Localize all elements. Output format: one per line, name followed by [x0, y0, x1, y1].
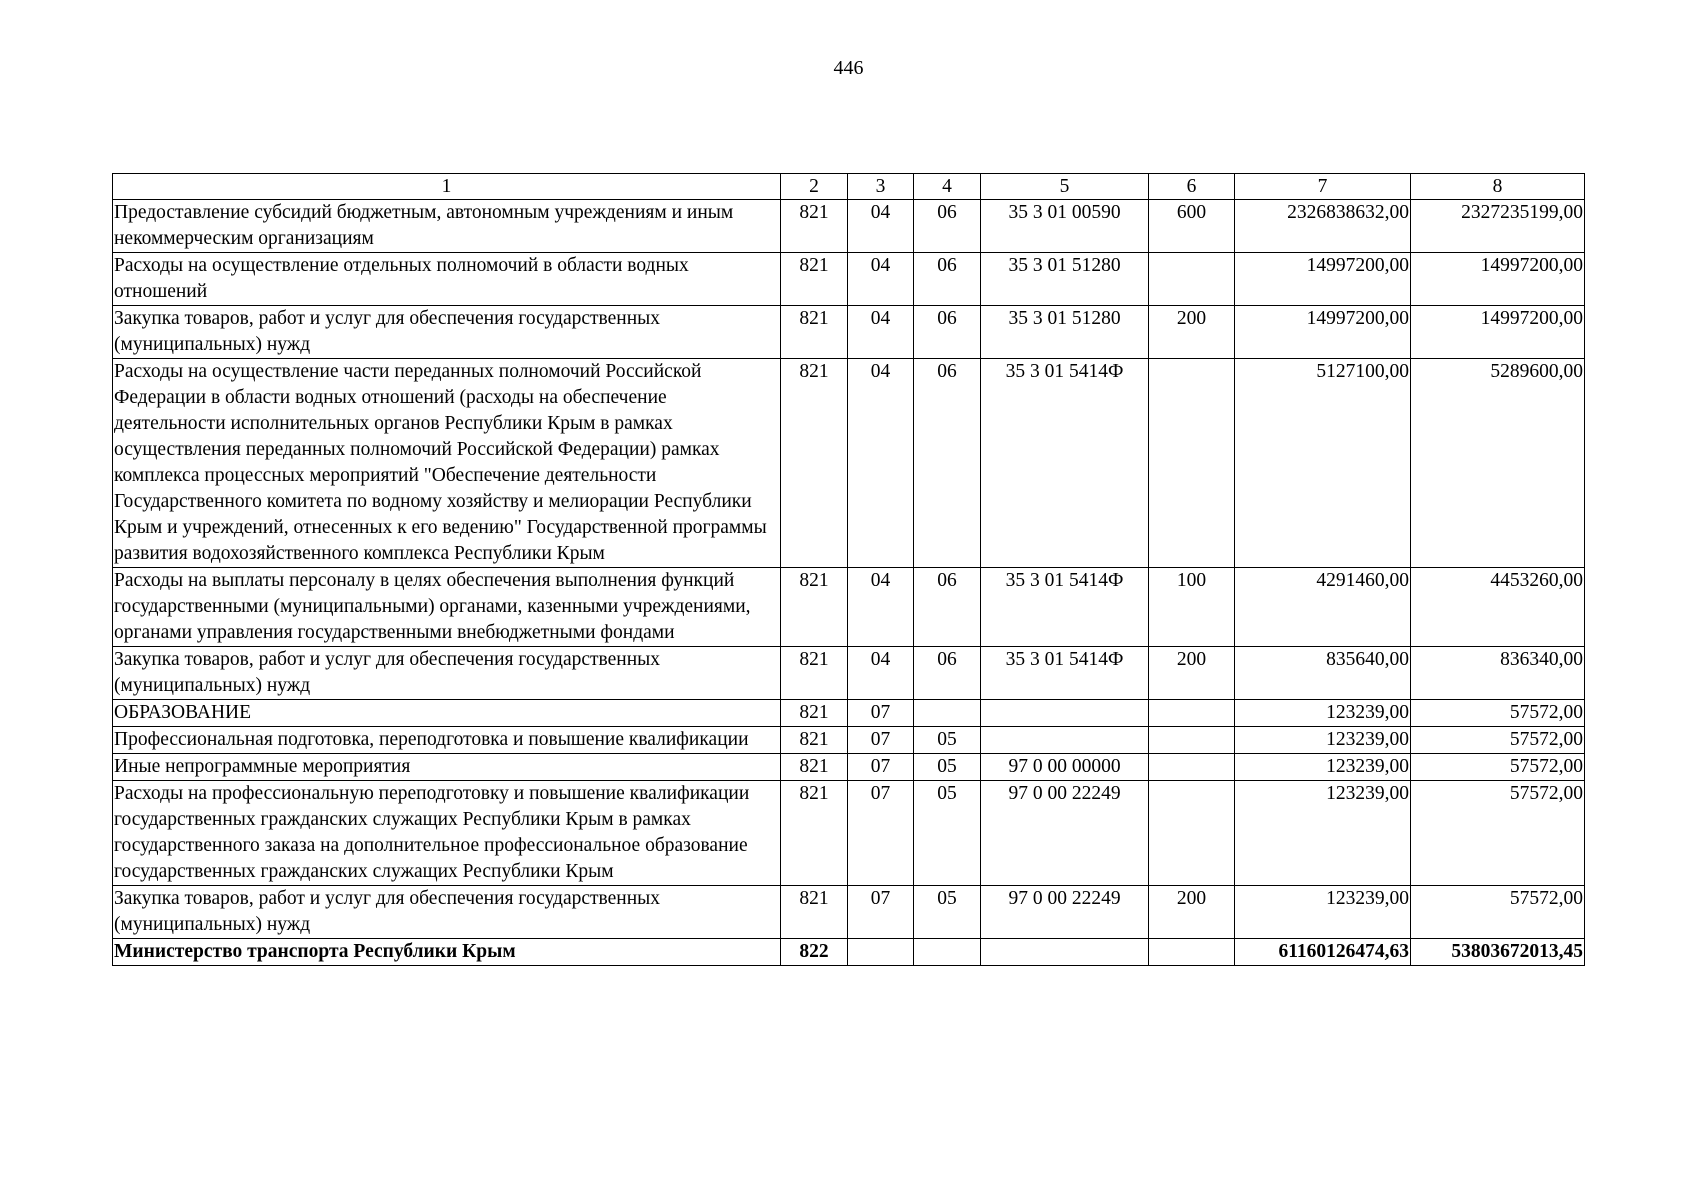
amount-year1-cell: 835640,00 — [1235, 647, 1411, 700]
amount-year2-cell: 5289600,00 — [1411, 359, 1585, 568]
target-article-cell: 35 3 01 5414Ф — [981, 568, 1149, 647]
subsection-code-cell — [914, 700, 981, 727]
expense-type-cell — [1149, 253, 1235, 306]
amount-year1-cell: 123239,00 — [1235, 727, 1411, 754]
subsection-code-cell: 06 — [914, 647, 981, 700]
column-header: 5 — [981, 174, 1149, 200]
amount-year2-cell: 836340,00 — [1411, 647, 1585, 700]
header-row — [113, 174, 1585, 200]
expense-name-cell: Расходы на профессиональную переподготовку и повышение квалификации государственных гражданских служащих Республики Крым в рамках государственного заказа на дополнительное профессиональное образование государственных гражданских служащих Республики Крым — [113, 781, 781, 886]
ministry-code-cell: 821 — [781, 306, 848, 359]
expense-name-cell: Расходы на осуществление части переданных полномочий Российской Федерации в области водных отношений (расходы на обеспечение деятельности исполнительных органов Республики Крым в рамках осуществления переданных полномочий Российской Федерации) рамках комплекса процессных мероприятий "Обеспечение деятельности Государственного комитета по водному хозяйству и мелиорации Республики Крым и учреждений, отнесенных к его ведению" Государственной программы развития водохозяйственного комплекса Республики Крым — [113, 359, 781, 568]
section-code-cell: 04 — [848, 568, 914, 647]
subsection-code-cell: 06 — [914, 359, 981, 568]
table-row — [113, 700, 1585, 727]
subsection-code-cell: 05 — [914, 727, 981, 754]
ministry-code-cell: 821 — [781, 700, 848, 727]
ministry-code-cell: 821 — [781, 754, 848, 781]
expense-name-cell: Расходы на осуществление отдельных полномочий в области водных отношений — [113, 253, 781, 306]
table-row — [113, 306, 1585, 359]
expense-type-cell — [1149, 781, 1235, 886]
budget-table — [112, 173, 1585, 966]
target-article-cell: 35 3 01 51280 — [981, 306, 1149, 359]
target-article-cell: 97 0 00 00000 — [981, 754, 1149, 781]
amount-year1-cell: 123239,00 — [1235, 781, 1411, 886]
expense-type-cell: 200 — [1149, 886, 1235, 939]
ministry-code-cell: 821 — [781, 200, 848, 253]
page-number: 446 — [833, 57, 864, 79]
ministry-code-cell: 821 — [781, 359, 848, 568]
expense-type-cell — [1149, 727, 1235, 754]
target-article-cell — [981, 700, 1149, 727]
column-header: 7 — [1235, 174, 1411, 200]
section-code-cell: 04 — [848, 253, 914, 306]
ministry-code-cell: 821 — [781, 886, 848, 939]
section-code-cell: 07 — [848, 886, 914, 939]
ministry-code-cell: 821 — [781, 781, 848, 886]
subsection-code-cell: 05 — [914, 781, 981, 886]
target-article-cell — [981, 939, 1149, 966]
expense-type-cell — [1149, 939, 1235, 966]
amount-year1-cell: 5127100,00 — [1235, 359, 1411, 568]
amount-year1-cell: 14997200,00 — [1235, 306, 1411, 359]
expense-type-cell: 600 — [1149, 200, 1235, 253]
ministry-code-cell: 821 — [781, 568, 848, 647]
table-row — [113, 754, 1585, 781]
subsection-code-cell: 06 — [914, 568, 981, 647]
section-code-cell: 04 — [848, 306, 914, 359]
subsection-code-cell: 05 — [914, 886, 981, 939]
section-code-cell: 07 — [848, 754, 914, 781]
column-header: 8 — [1411, 174, 1585, 200]
amount-year2-cell: 4453260,00 — [1411, 568, 1585, 647]
expense-type-cell — [1149, 700, 1235, 727]
amount-year1-cell: 123239,00 — [1235, 700, 1411, 727]
amount-year2-cell: 57572,00 — [1411, 700, 1585, 727]
amount-year1-cell: 2326838632,00 — [1235, 200, 1411, 253]
amount-year2-cell: 14997200,00 — [1411, 306, 1585, 359]
section-code-cell: 04 — [848, 200, 914, 253]
table-body — [113, 200, 1585, 966]
target-article-cell: 35 3 01 5414Ф — [981, 359, 1149, 568]
expense-type-cell: 100 — [1149, 568, 1235, 647]
section-code-cell: 07 — [848, 700, 914, 727]
target-article-cell: 35 3 01 51280 — [981, 253, 1149, 306]
section-code-cell: 04 — [848, 359, 914, 568]
amount-year2-cell: 14997200,00 — [1411, 253, 1585, 306]
table-row — [113, 886, 1585, 939]
target-article-cell — [981, 727, 1149, 754]
column-header: 2 — [781, 174, 848, 200]
expense-type-cell: 200 — [1149, 306, 1235, 359]
subsection-code-cell: 06 — [914, 200, 981, 253]
section-code-cell: 07 — [848, 781, 914, 886]
section-code-cell: 04 — [848, 647, 914, 700]
expense-name-cell: Закупка товаров, работ и услуг для обеспечения государственных (муниципальных) нужд — [113, 647, 781, 700]
ministry-code-cell: 821 — [781, 647, 848, 700]
expense-name-cell: Министерство транспорта Республики Крым — [113, 939, 781, 966]
subsection-code-cell: 06 — [914, 306, 981, 359]
amount-year2-cell: 57572,00 — [1411, 886, 1585, 939]
expense-name-cell: Закупка товаров, работ и услуг для обеспечения государственных (муниципальных) нужд — [113, 886, 781, 939]
expense-name-cell: Профессиональная подготовка, переподготовка и повышение квалификации — [113, 727, 781, 754]
column-header: 3 — [848, 174, 914, 200]
column-header: 6 — [1149, 174, 1235, 200]
amount-year2-cell: 2327235199,00 — [1411, 200, 1585, 253]
target-article-cell: 97 0 00 22249 — [981, 781, 1149, 886]
expense-name-cell: ОБРАЗОВАНИЕ — [113, 700, 781, 727]
expense-type-cell — [1149, 754, 1235, 781]
amount-year2-cell: 57572,00 — [1411, 727, 1585, 754]
table-row — [113, 939, 1585, 966]
amount-year1-cell: 14997200,00 — [1235, 253, 1411, 306]
target-article-cell: 97 0 00 22249 — [981, 886, 1149, 939]
expense-name-cell: Иные непрограммные мероприятия — [113, 754, 781, 781]
amount-year1-cell: 61160126474,63 — [1235, 939, 1411, 966]
table-row — [113, 781, 1585, 886]
table-row — [113, 647, 1585, 700]
amount-year2-cell: 57572,00 — [1411, 781, 1585, 886]
table-row — [113, 727, 1585, 754]
expense-name-cell: Закупка товаров, работ и услуг для обеспечения государственных (муниципальных) нужд — [113, 306, 781, 359]
expense-name-cell: Предоставление субсидий бюджетным, автономным учреждениям и иным некоммерческим организациям — [113, 200, 781, 253]
subsection-code-cell — [914, 939, 981, 966]
table-row — [113, 200, 1585, 253]
subsection-code-cell: 05 — [914, 754, 981, 781]
table-row — [113, 359, 1585, 568]
ministry-code-cell: 821 — [781, 253, 848, 306]
target-article-cell: 35 3 01 5414Ф — [981, 647, 1149, 700]
table-row — [113, 568, 1585, 647]
ministry-code-cell: 821 — [781, 727, 848, 754]
column-header: 1 — [113, 174, 781, 200]
target-article-cell: 35 3 01 00590 — [981, 200, 1149, 253]
expense-name-cell: Расходы на выплаты персоналу в целях обеспечения выполнения функций государственными (муниципальными) органами, казенными учреждениями, органами управления государственными внебюджетными фондами — [113, 568, 781, 647]
section-code-cell — [848, 939, 914, 966]
amount-year1-cell: 123239,00 — [1235, 754, 1411, 781]
ministry-code-cell: 822 — [781, 939, 848, 966]
column-header: 4 — [914, 174, 981, 200]
subsection-code-cell: 06 — [914, 253, 981, 306]
amount-year2-cell: 53803672013,45 — [1411, 939, 1585, 966]
amount-year1-cell: 123239,00 — [1235, 886, 1411, 939]
expense-type-cell — [1149, 359, 1235, 568]
amount-year2-cell: 57572,00 — [1411, 754, 1585, 781]
table-row — [113, 253, 1585, 306]
amount-year1-cell: 4291460,00 — [1235, 568, 1411, 647]
expense-type-cell: 200 — [1149, 647, 1235, 700]
section-code-cell: 07 — [848, 727, 914, 754]
